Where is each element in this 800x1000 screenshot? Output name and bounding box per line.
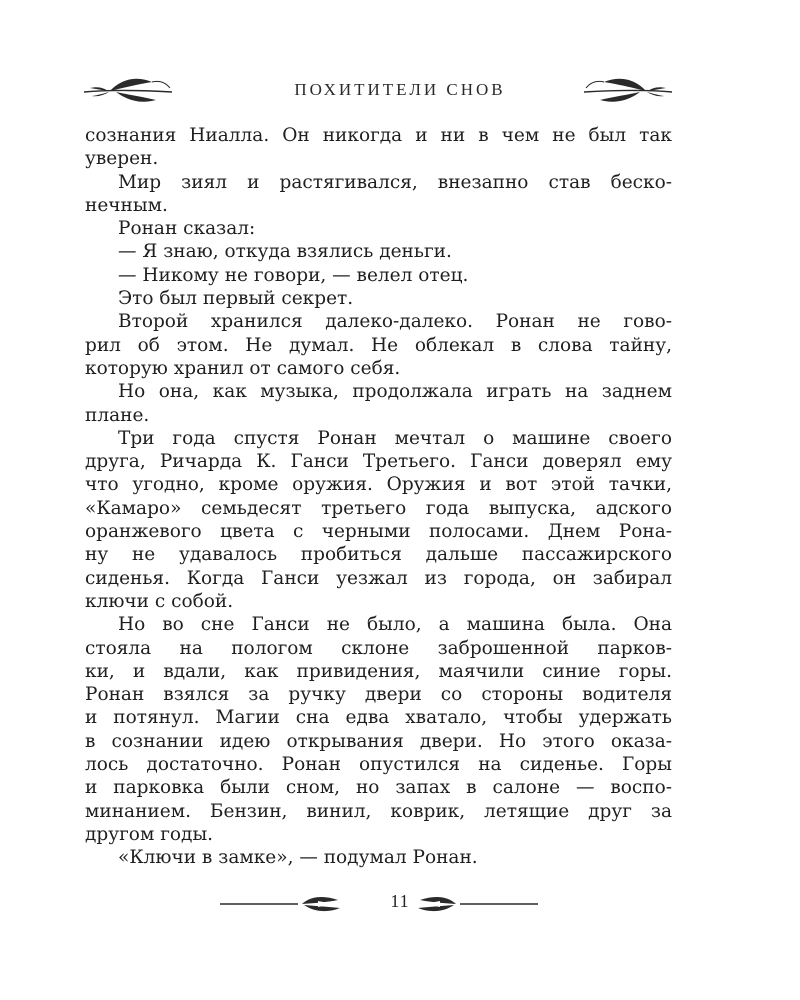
text-line: плане. [85, 404, 150, 426]
text-line: и потянул. Магии сна едва хватало, чтобы удержать [85, 707, 672, 729]
text-line: — Никому не говори, — велел отец. [118, 264, 469, 286]
text-line: что угодно, кроме оружия. Оружия и вот этой тачки, [85, 474, 672, 496]
text-line: Но во сне Ганси не было, а машина была. Она [118, 614, 672, 636]
running-header [0, 72, 800, 112]
text-line: «Ключи в замке», — подумал Ронан. [118, 847, 478, 869]
text-line: друга, Ричарда К. Ганси Третьего. Ганси доверял ему [85, 451, 672, 473]
leaf-flourish-icon [582, 74, 674, 108]
leaf-flourish-icon [416, 894, 540, 914]
text-line: ключи с собой. [85, 590, 234, 612]
text-line: Мир зиял и растягивался, внезапно став беско- [118, 171, 672, 193]
text-line: стояла на пологом склоне заброшенной парков- [85, 637, 672, 659]
text-line: уверен. [85, 148, 159, 170]
page-footer [0, 890, 800, 920]
text-line: Второй хранился далеко-далеко. Ронан не гово- [118, 311, 672, 333]
text-line: другом годы. [85, 823, 214, 845]
text-line: в сознании идею открывания двери. Но этого оказа- [85, 730, 672, 752]
text-line: сиденья. Когда Ганси уезжал из города, он забирал [85, 567, 672, 589]
text-line: «Камаро» семьдесят третьего года выпуска, адского [85, 497, 672, 519]
text-line: и парковка были сном, но запах в салоне — воспо- [85, 777, 672, 799]
text-line: Но она, как музыка, продолжала играть на заднем [118, 381, 672, 403]
text-line: рил об этом. Не думал. Не облекал в слова тайну, [85, 334, 672, 356]
body-text [85, 124, 672, 870]
text-line: Ронан сказал: [118, 218, 256, 240]
page-number: 11 [390, 891, 410, 911]
text-line: лось достаточно. Ронан опустился на сиденье. Горы [85, 754, 672, 776]
text-line: которую хранил от самого себя. [85, 357, 401, 379]
text-line: нечным. [85, 194, 168, 216]
book-title: ПОХИТИТЕЛИ СНОВ [294, 80, 506, 99]
text-line: — Я знаю, откуда взялись деньги. [118, 241, 452, 263]
text-line: оранжевого цвета с черными полосами. Днем Рона- [85, 521, 672, 543]
text-line: минанием. Бензин, винил, коврик, летящие друг за [85, 800, 672, 822]
text-line: Три года спустя Ронан мечтал о машине своего [118, 427, 672, 449]
text-line: сознания Ниалла. Он никогда и ни в чем не был так [85, 125, 672, 146]
text-line: Это был первый секрет. [118, 288, 354, 310]
text-line: ну не удавалось пробиться дальше пассажирского [85, 544, 672, 566]
text-line: ки, и вдали, как привидения, маячили синие горы. [85, 660, 672, 682]
text-line: Ронан взялся за ручку двери со стороны водителя [85, 684, 672, 706]
